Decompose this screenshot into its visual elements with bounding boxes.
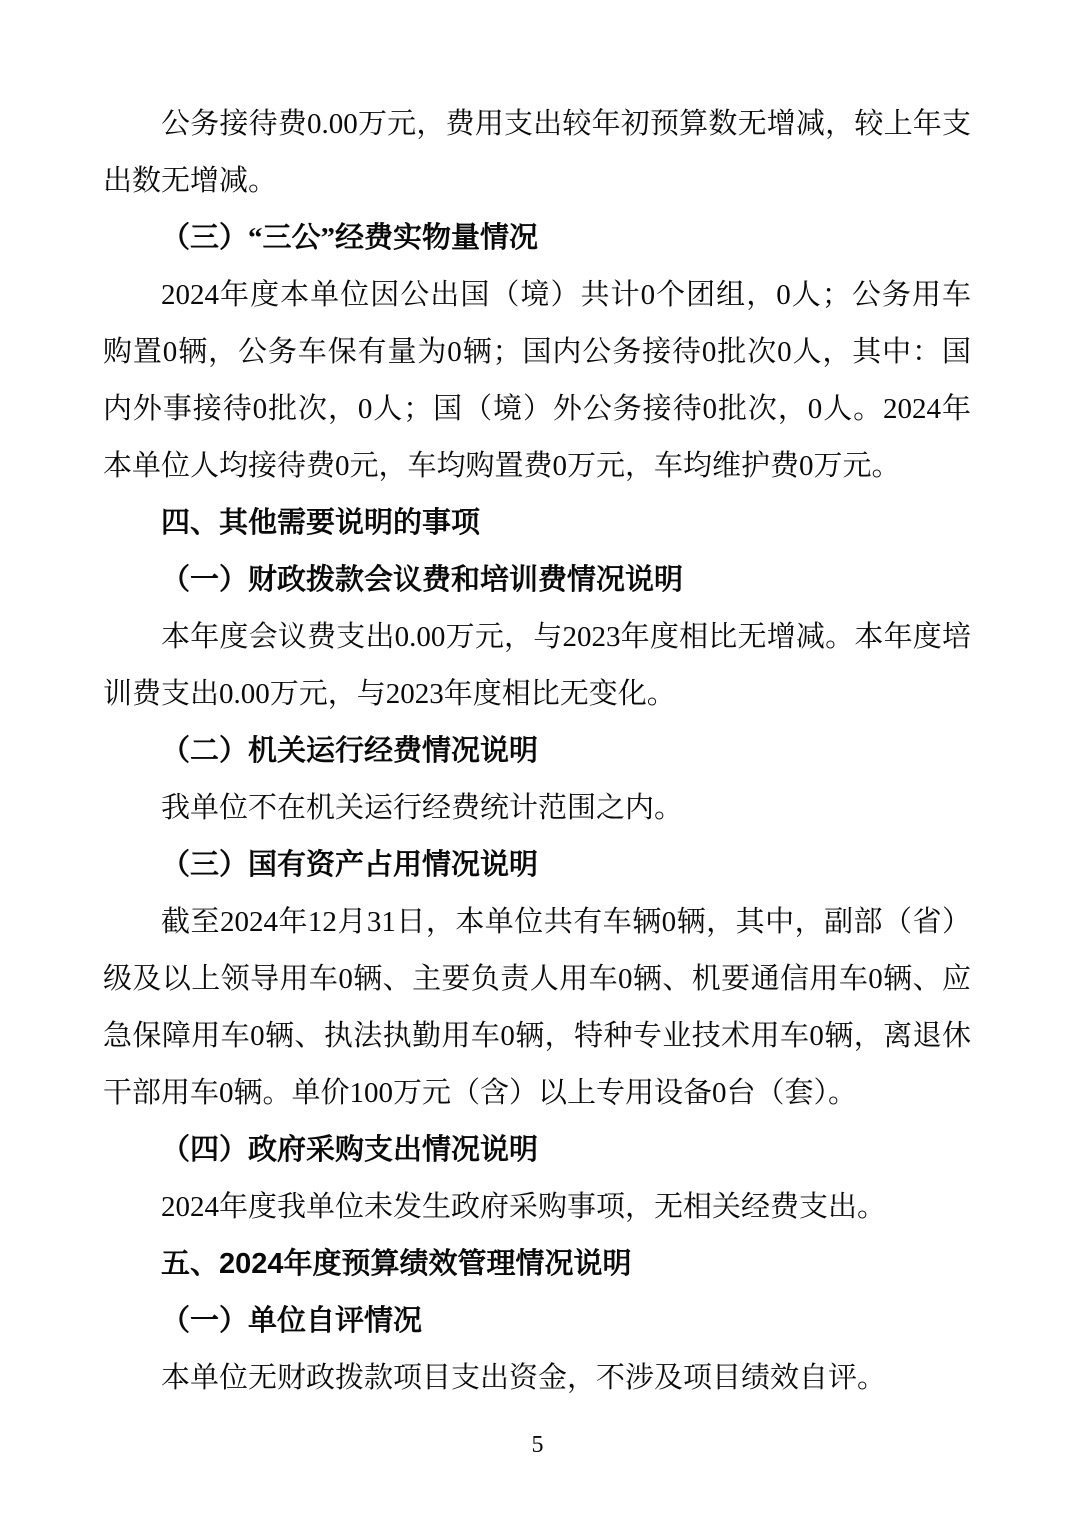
paragraph: 我单位不在机关运行经费统计范围之内。	[161, 792, 684, 824]
subsection-heading: （一）单位自评情况	[161, 1305, 423, 1337]
subsection-heading: （四）政府采购支出情况说明	[161, 1134, 539, 1166]
page-number: 5	[531, 1432, 544, 1458]
section-heading: 五、2024年度预算绩效管理情况说明	[161, 1248, 632, 1280]
document-body	[103, 96, 971, 1407]
paragraph: 截至2024年12月31日，本单位共有车辆0辆，其中，副部（省）级及以上领导用车0辆、主要负责人用车0辆、机要通信用车0辆、应急保障用车0辆、执法执勤用车0辆，特种专业技术用车0辆，离退休干部用车0辆。单价100万元（含）以上专用设备0台（套）。	[103, 906, 971, 1109]
subsection-heading: （二）机关运行经费情况说明	[161, 735, 539, 767]
paragraph: 本单位无财政拨款项目支出资金，不涉及项目绩效自评。	[161, 1362, 887, 1394]
section-heading: 四、其他需要说明的事项	[161, 507, 481, 539]
paragraph: 公务接待费0.00万元，费用支出较年初预算数无增减，较上年支出数无增减。	[103, 108, 971, 197]
subsection-heading: （三）“三公”经费实物量情况	[161, 222, 539, 254]
paragraph: 2024年度本单位因公出国（境）共计0个团组，0人；公务用车购置0辆，公务车保有量为0辆；国内公务接待0批次0人，其中：国内外事接待0批次，0人；国（境）外公务接待0批次，0人。2024年本单位人均接待费0元，车均购置费0万元，车均维护费0万元。	[103, 279, 971, 482]
subsection-heading: （三）国有资产占用情况说明	[161, 849, 539, 881]
paragraph: 本年度会议费支出0.00万元，与2023年度相比无增减。本年度培训费支出0.00万元，与2023年度相比无变化。	[103, 621, 971, 710]
subsection-heading: （一）财政拨款会议费和培训费情况说明	[161, 564, 684, 596]
paragraph: 2024年度我单位未发生政府采购事项，无相关经费支出。	[161, 1191, 887, 1223]
